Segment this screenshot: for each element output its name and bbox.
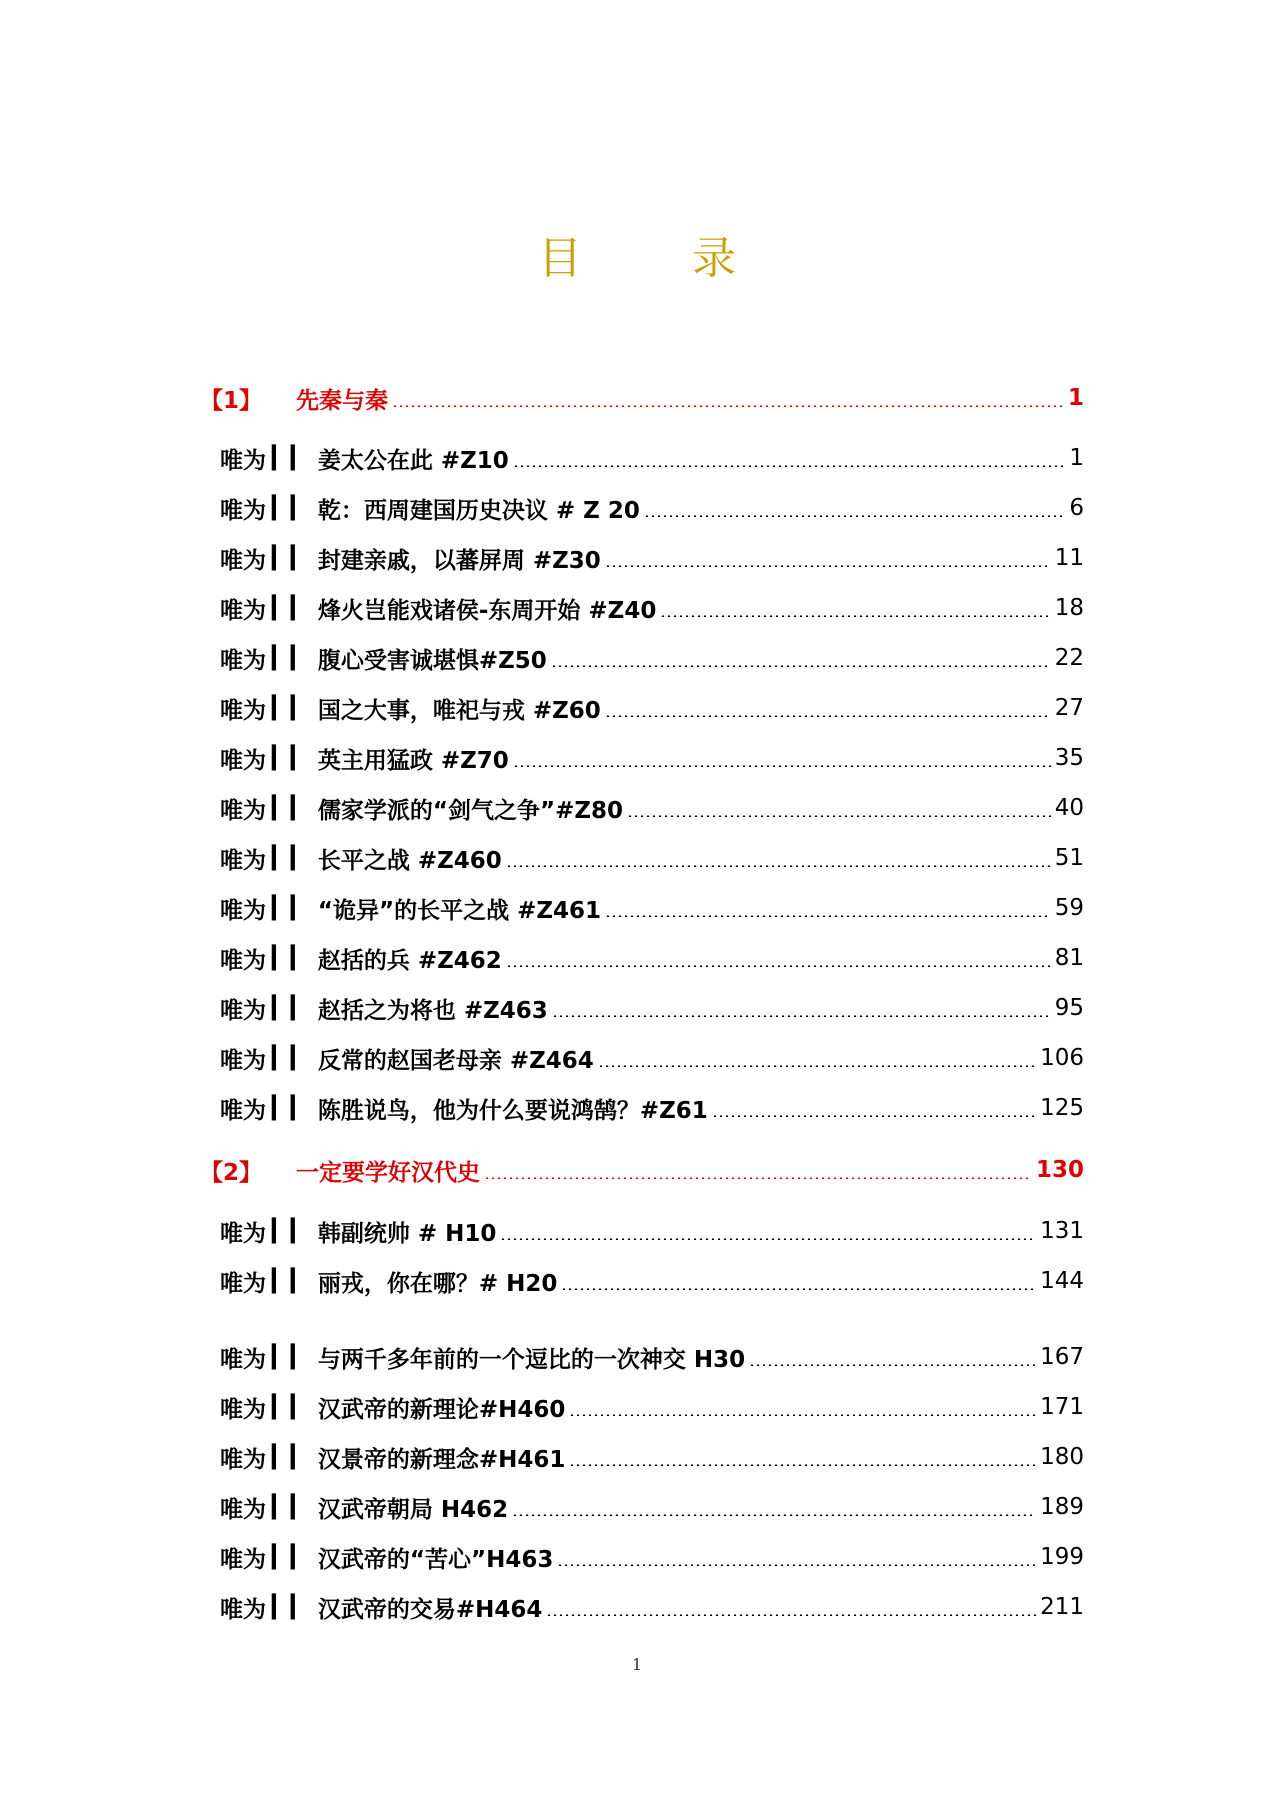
toc-entry[interactable] — [0, 1213, 1274, 1249]
toc-entry[interactable] — [0, 940, 1274, 976]
entry-page: 35 — [1054, 745, 1084, 771]
dot-leader — [561, 1288, 1036, 1290]
dot-leader — [598, 1065, 1036, 1067]
entry-title: 儒家学派的“剑气之争”#Z80 — [317, 797, 624, 824]
toc-entry[interactable] — [0, 640, 1274, 676]
toc-entry[interactable] — [0, 690, 1274, 726]
entry-title: 汉武帝的新理论#H460 — [317, 1396, 566, 1423]
entry-page: 125 — [1040, 1095, 1084, 1121]
entry-page: 81 — [1054, 945, 1084, 971]
entry-page: 11 — [1054, 545, 1084, 571]
toc-entry[interactable] — [0, 1389, 1274, 1425]
dot-leader — [484, 1177, 1032, 1179]
entry-page: 6 — [1069, 495, 1084, 521]
bar-icon: ▎▎ — [272, 595, 310, 621]
entry-title: 长平之战 #Z460 — [317, 847, 502, 874]
entry-prefix: 唯为 — [220, 1446, 266, 1473]
toc-entry[interactable] — [0, 790, 1274, 826]
dot-leader — [500, 1238, 1036, 1240]
entry-page: 51 — [1054, 845, 1084, 871]
entry-prefix: 唯为 — [220, 947, 266, 974]
entry-page: 22 — [1054, 645, 1084, 671]
dot-leader — [506, 865, 1051, 867]
entry-title: 赵括之为将也 #Z463 — [317, 997, 548, 1024]
entry-prefix: 唯为 — [220, 597, 266, 624]
dot-leader — [605, 715, 1051, 717]
entry-title: 汉武帝的“苦心”H463 — [317, 1546, 554, 1573]
entry-title: 陈胜说鸟，他为什么要说鸿鹄？#Z61 — [317, 1097, 708, 1124]
dot-leader — [569, 1414, 1036, 1416]
toc-entry[interactable] — [0, 890, 1274, 926]
entry-page: 59 — [1054, 895, 1084, 921]
bar-icon: ▎▎ — [272, 445, 310, 471]
entry-page: 144 — [1040, 1268, 1084, 1294]
entry-prefix: 唯为 — [220, 1047, 266, 1074]
entry-page: 18 — [1054, 595, 1084, 621]
entry-page: 27 — [1054, 695, 1084, 721]
chapter-title: 先秦与秦 — [296, 387, 388, 414]
entry-prefix: 唯为 — [220, 1346, 266, 1373]
bar-icon: ▎▎ — [272, 1045, 310, 1071]
chapter-number: 【2】 — [200, 1159, 263, 1186]
bar-icon: ▎▎ — [272, 1394, 310, 1420]
dot-leader — [749, 1364, 1036, 1366]
entry-page: 167 — [1040, 1344, 1084, 1370]
dot-leader — [712, 1115, 1036, 1117]
toc-entry[interactable] — [0, 440, 1274, 476]
entry-page: 1 — [1069, 445, 1084, 471]
entry-page: 211 — [1040, 1594, 1084, 1620]
bar-icon: ▎▎ — [272, 695, 310, 721]
dot-leader — [627, 815, 1051, 817]
dot-leader — [605, 915, 1051, 917]
entry-page: 106 — [1040, 1045, 1084, 1071]
entry-title: 汉武帝朝局 H462 — [317, 1496, 509, 1523]
dot-leader — [660, 615, 1050, 617]
toc-entry[interactable] — [0, 590, 1274, 626]
entry-page: 171 — [1040, 1394, 1084, 1420]
dot-leader — [392, 405, 1064, 407]
toc-entry[interactable] — [0, 1090, 1274, 1126]
bar-icon: ▎▎ — [272, 1494, 310, 1520]
entry-prefix: 唯为 — [220, 447, 266, 474]
chapter-page: 130 — [1035, 1157, 1084, 1183]
dot-leader — [513, 765, 1051, 767]
toc-entry[interactable] — [0, 1263, 1274, 1299]
entry-page: 189 — [1040, 1494, 1084, 1520]
entry-title: 国之大事，唯祀与戎 #Z60 — [317, 697, 601, 724]
bar-icon: ▎▎ — [272, 1095, 310, 1121]
chapter-number: 【1】 — [200, 387, 263, 414]
entry-title: 封建亲戚，以蕃屏周 #Z30 — [317, 547, 601, 574]
entry-page: 131 — [1040, 1218, 1084, 1244]
toc-chapter-2[interactable] — [0, 1152, 1274, 1188]
bar-icon: ▎▎ — [272, 845, 310, 871]
page-number: 1 — [631, 1655, 643, 1674]
toc-entry[interactable] — [0, 1589, 1274, 1625]
bar-icon: ▎▎ — [272, 1218, 310, 1244]
bar-icon: ▎▎ — [272, 995, 310, 1021]
entry-prefix: 唯为 — [220, 1097, 266, 1124]
entry-prefix: 唯为 — [220, 747, 266, 774]
bar-icon: ▎▎ — [272, 945, 310, 971]
entry-prefix: 唯为 — [220, 1270, 266, 1297]
entry-page: 180 — [1040, 1444, 1084, 1470]
entry-page: 40 — [1054, 795, 1084, 821]
entry-title: 英主用猛政 #Z70 — [317, 747, 509, 774]
entry-title: 汉武帝的交易#H464 — [317, 1596, 543, 1623]
bar-icon: ▎▎ — [272, 1268, 310, 1294]
entry-prefix: 唯为 — [220, 1396, 266, 1423]
bar-icon: ▎▎ — [272, 1594, 310, 1620]
entry-page: 199 — [1040, 1544, 1084, 1570]
entry-page: 95 — [1054, 995, 1084, 1021]
dot-leader — [552, 1015, 1051, 1017]
toc-entry[interactable] — [0, 1339, 1274, 1375]
toc-entry[interactable] — [0, 1040, 1274, 1076]
chapter-title: 一定要学好汉代史 — [296, 1159, 480, 1186]
entry-prefix: 唯为 — [220, 847, 266, 874]
dot-leader — [644, 515, 1066, 517]
chapter-page: 1 — [1067, 385, 1084, 411]
toc-entry[interactable] — [0, 540, 1274, 576]
entry-prefix: 唯为 — [220, 1220, 266, 1247]
toc-entry[interactable] — [0, 740, 1274, 776]
bar-icon: ▎▎ — [272, 495, 310, 521]
bar-icon: ▎▎ — [272, 645, 310, 671]
entry-prefix: 唯为 — [220, 547, 266, 574]
toc-entry[interactable] — [0, 990, 1274, 1026]
bar-icon: ▎▎ — [272, 545, 310, 571]
bar-icon: ▎▎ — [272, 895, 310, 921]
entry-title: 汉景帝的新理念#H461 — [317, 1446, 566, 1473]
entry-title: 姜太公在此 #Z10 — [317, 447, 509, 474]
toc-entry[interactable] — [0, 1539, 1274, 1575]
toc-entry[interactable] — [0, 840, 1274, 876]
dot-leader — [557, 1564, 1036, 1566]
bar-icon: ▎▎ — [272, 1344, 310, 1370]
entry-title: 反常的赵国老母亲 #Z464 — [317, 1047, 594, 1074]
toc-chapter-1[interactable] — [0, 380, 1274, 416]
dot-leader — [605, 565, 1051, 567]
bar-icon: ▎▎ — [272, 1544, 310, 1570]
entry-prefix: 唯为 — [220, 647, 266, 674]
entry-prefix: 唯为 — [220, 997, 266, 1024]
entry-prefix: 唯为 — [220, 497, 266, 524]
entry-title: 韩副统帅 # H10 — [317, 1220, 497, 1247]
entry-prefix: 唯为 — [220, 897, 266, 924]
entry-title: 丽戎，你在哪？# H20 — [317, 1270, 558, 1297]
toc-entry[interactable] — [0, 1489, 1274, 1525]
bar-icon: ▎▎ — [272, 1444, 310, 1470]
entry-prefix: 唯为 — [220, 1596, 266, 1623]
entry-prefix: 唯为 — [220, 697, 266, 724]
dot-leader — [512, 1514, 1036, 1516]
entry-title: 赵括的兵 #Z462 — [317, 947, 502, 974]
page-title: 目 录 — [538, 233, 784, 284]
entry-title: “诡异”的长平之战 #Z461 — [317, 897, 602, 924]
dot-leader — [569, 1464, 1036, 1466]
bar-icon: ▎▎ — [272, 745, 310, 771]
dot-leader — [546, 1614, 1036, 1616]
entry-prefix: 唯为 — [220, 1546, 266, 1573]
entry-prefix: 唯为 — [220, 1496, 266, 1523]
toc-entry[interactable] — [0, 1439, 1274, 1475]
toc-entry[interactable] — [0, 490, 1274, 526]
entry-title: 乾：西周建国历史决议 # Z 20 — [317, 497, 640, 524]
entry-title: 烽火岂能戏诸侯-东周开始 #Z40 — [317, 597, 657, 624]
entry-prefix: 唯为 — [220, 797, 266, 824]
dot-leader — [513, 465, 1066, 467]
bar-icon: ▎▎ — [272, 795, 310, 821]
dot-leader — [551, 665, 1051, 667]
entry-title: 与两千多年前的一个逗比的一次神交 H30 — [317, 1346, 746, 1373]
dot-leader — [506, 965, 1051, 967]
entry-title: 腹心受害诚堪惧#Z50 — [317, 647, 547, 674]
